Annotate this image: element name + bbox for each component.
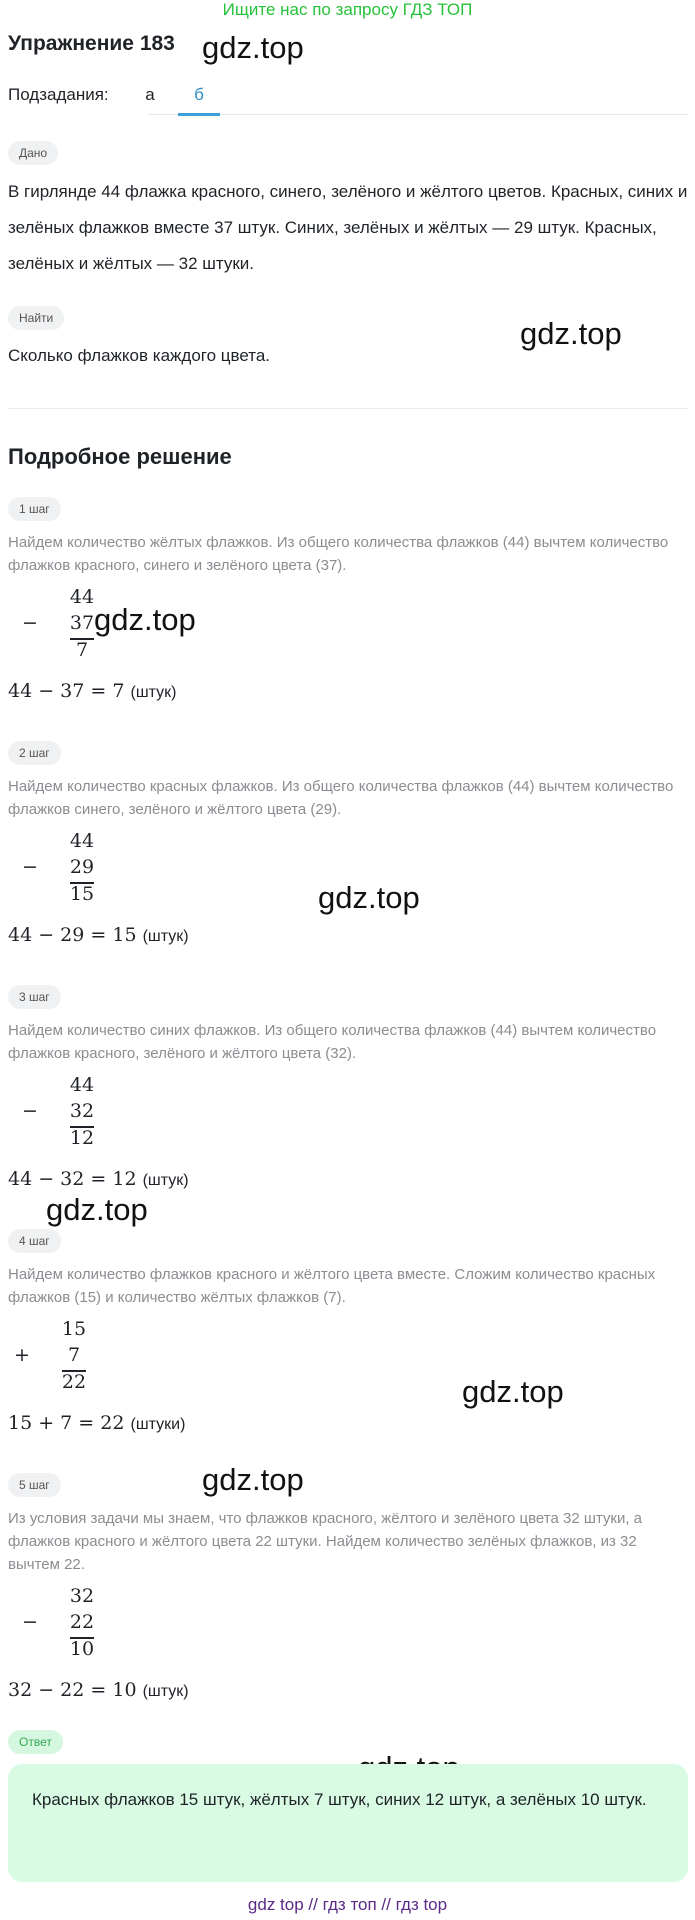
- solution-title: Подробное решение: [8, 444, 232, 469]
- watermark: gdz.top: [520, 316, 622, 351]
- step-badge: 3 шаг: [8, 985, 61, 1009]
- step-badge: 5 шаг: [8, 1473, 61, 1497]
- given-text: В гирлянде 44 флажка красного, синего, зелёного и жёлтого цветов. Красных, синих и зелёных флажков вместе 37 штук. Синих, зелёных и жёлтых — 29 штук. Красных, зелёных и жёлтых — 32 штуки.: [8, 182, 688, 273]
- subtasks-divider: [148, 114, 688, 115]
- footer-links[interactable]: gdz top // гдз топ // гдз top: [247, 1895, 448, 1914]
- step-badge: 2 шаг: [8, 741, 61, 765]
- column-calculation: [8, 1585, 128, 1663]
- column-calculation: [8, 586, 128, 664]
- step-badge: 1 шаг: [8, 497, 61, 521]
- operand: 15: [61, 1318, 87, 1340]
- answer-text: Красных флажков 15 штук, жёлтых 7 штук, синих 12 штук, а зелёных 10 штук.: [32, 1790, 647, 1809]
- watermark: gdz.top: [202, 30, 304, 65]
- active-tab-indicator: [178, 113, 220, 116]
- operand: 44: [69, 586, 95, 608]
- operator: −: [22, 856, 38, 878]
- equation: 44 − 29 = 15 (штук): [8, 924, 189, 946]
- given-badge: Дано: [8, 141, 58, 165]
- operand: 7: [67, 1344, 81, 1366]
- subtask-tab-b[interactable]: б: [194, 85, 204, 104]
- result: 15: [69, 883, 95, 905]
- equation: 44 − 32 = 12 (штук): [8, 1168, 189, 1190]
- watermark: gdz.top: [462, 1374, 564, 1409]
- operand: 29: [69, 856, 95, 878]
- operand: 37: [69, 612, 95, 634]
- operand: 44: [69, 1074, 95, 1096]
- subtask-tab-a[interactable]: а: [145, 85, 155, 104]
- operator: −: [22, 1611, 38, 1633]
- equation: 32 − 22 = 10 (штук): [8, 1679, 189, 1701]
- watermark: gdz.top: [318, 880, 420, 915]
- operand: 22: [69, 1611, 95, 1633]
- step-text: Найдем количество флажков красного и жёлтого цвета вместе. Сложим количество красных флажков (15) и количество жёлтых флажков (7).: [8, 1266, 656, 1306]
- step-badge: 4 шаг: [8, 1229, 61, 1253]
- watermark: gdz.top: [202, 1462, 304, 1497]
- step-text: Найдем количество жёлтых флажков. Из общего количества флажков (44) вычтем количество флажков красного, синего и зелёного цвета (37).: [8, 534, 669, 574]
- step-text: Найдем количество красных флажков. Из общего количества флажков (44) вычтем количество флажков синего, зелёного и жёлтого цвета (29).: [8, 778, 674, 818]
- result: 22: [61, 1371, 87, 1393]
- watermark: gdz.top: [94, 602, 196, 637]
- step-text: Из условия задачи мы знаем, что флажков красного, жёлтого и зелёного цвета 32 штуки, а флажков красного и жёлтого цвета 22 штуки. Найдем количество зелёных флажков, из 32 вычтем 22.: [8, 1510, 643, 1573]
- result: 7: [75, 639, 89, 661]
- subtasks-label: Подзадания:: [8, 85, 109, 104]
- column-calculation: [8, 830, 128, 908]
- watermark: gdz.top: [46, 1192, 148, 1227]
- answer-box: [8, 1764, 688, 1882]
- find-badge: Найти: [8, 306, 64, 330]
- operator: −: [22, 1100, 38, 1122]
- column-calculation: [8, 1074, 128, 1152]
- answer-badge: Ответ: [8, 1730, 63, 1754]
- operand: 32: [69, 1100, 95, 1122]
- section-divider: [8, 408, 688, 409]
- equation: 15 + 7 = 22 (штуки): [8, 1412, 186, 1434]
- page-title: Упражнение 183: [8, 32, 175, 55]
- result: 12: [69, 1127, 95, 1149]
- operand: 44: [69, 830, 95, 852]
- column-calculation: [0, 1318, 120, 1396]
- operator: +: [14, 1344, 30, 1366]
- equation: 44 − 37 = 7 (штук): [8, 680, 177, 702]
- result: 10: [69, 1638, 95, 1660]
- step-text: Найдем количество синих флажков. Из общего количества флажков (44) вычтем количество флажков красного, зелёного и жёлтого цвета (32).: [8, 1022, 657, 1062]
- promo-banner[interactable]: Ищите нас по запросу ГДЗ ТОП: [222, 0, 473, 19]
- find-text: Сколько флажков каждого цвета.: [8, 346, 271, 365]
- operator: −: [22, 612, 38, 634]
- operand: 32: [69, 1585, 95, 1607]
